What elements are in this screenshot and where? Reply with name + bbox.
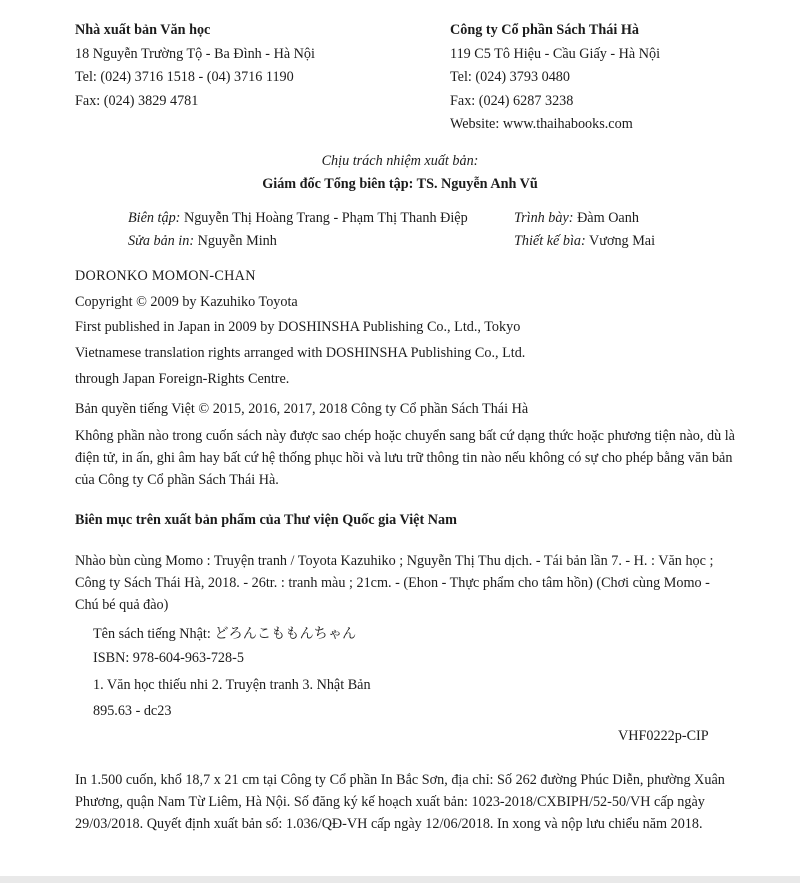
isbn: ISBN: 978-604-963-728-5 [93, 650, 244, 666]
publisher-left-fax: Fax: (024) 3829 4781 [75, 93, 199, 109]
copyright-line-3: Vietnamese translation rights arranged with DOSHINSHA Publishing Co., Ltd. [75, 345, 526, 361]
page-edge [0, 876, 800, 883]
cover-credit [514, 233, 655, 250]
classification: 895.63 - dc23 [93, 703, 172, 719]
layout-label: Trình bày: [514, 210, 574, 226]
vn-rights: Bản quyền tiếng Việt © 2015, 2016, 2017, 2018 Công ty Cổ phần Sách Thái Hà [75, 401, 529, 417]
japanese-title: Tên sách tiếng Nhật: どろんこももんちゃん [93, 626, 357, 642]
publisher-right-address: 119 C5 Tô Hiệu - Cầu Giấy - Hà Nội [450, 46, 661, 62]
subjects: 1. Văn học thiếu nhi 2. Truyện tranh 3. Nhật Bản [93, 677, 371, 693]
publisher-right-tel: Tel: (024) 3793 0480 [450, 69, 570, 85]
director-line: Giám đốc Tổng biên tập: TS. Nguyễn Anh Vũ [262, 176, 538, 192]
proof-credit [128, 233, 277, 250]
copyright-line-4: through Japan Foreign-Rights Centre. [75, 371, 290, 387]
responsibility-label: Chịu trách nhiệm xuất bản: [321, 153, 479, 169]
editor-value: Nguyễn Thị Hoàng Trang - Phạm Thị Thanh Điệp [183, 210, 468, 226]
publisher-right-fax: Fax: (024) 6287 3238 [450, 93, 574, 109]
proof-label: Sửa bản in: [128, 233, 195, 249]
publisher-left-address: 18 Nguyễn Trường Tộ - Ba Đình - Hà Nội [75, 46, 315, 62]
publisher-right-website: Website: www.thaihabooks.com [450, 116, 633, 132]
editor-credit [128, 210, 468, 227]
cover-value: Vương Mai [589, 233, 656, 249]
cover-label: Thiết kế bìa: [514, 233, 586, 249]
publisher-left-name: Nhà xuất bản Văn học [75, 22, 211, 38]
cip-code: VHF0222p-CIP [618, 728, 709, 744]
cip-description: Nhào bùn cùng Momo : Truyện tranh / Toyota Kazuhiko ; Nguyễn Thị Thu dịch. - Tái bản lần 7. - H. : Văn học ; Công ty Sách Thái Hà, 2018. - 26tr. : tranh màu ; 21cm. - (Ehon - Thực phẩm cho tâm hồn) (Chơi cùng Momo - Chú bé quả đào) [75, 553, 714, 613]
publisher-left-tel: Tel: (024) 3716 1518 - (04) 3716 1190 [75, 69, 294, 85]
copyright-line-1: Copyright © 2009 by Kazuhiko Toyota [75, 294, 298, 310]
rights-notice: Không phần nào trong cuốn sách này được sao chép hoặc chuyển sang bất cứ dạng thức hoặc phương tiện nào, dù là điện tử, in ấn, ghi âm hay bất cứ hệ thống phục hồi và lưu trữ thông tin nào nếu không có sự cho phép bằng văn bản của Công ty Cổ phần Sách Thái Hà. [75, 428, 735, 488]
layout-value: Đàm Oanh [577, 210, 639, 226]
cip-heading: Biên mục trên xuất bản phẩm của Thư viện Quốc gia Việt Nam [75, 512, 457, 528]
editor-label: Biên tập: [128, 210, 181, 226]
original-title: DORONKO MOMON-CHAN [75, 268, 256, 284]
publisher-right-name: Công ty Cổ phần Sách Thái Hà [450, 22, 639, 38]
copyright-line-2: First published in Japan in 2009 by DOSHINSHA Publishing Co., Ltd., Tokyo [75, 319, 521, 335]
layout-credit [514, 210, 639, 227]
proof-value: Nguyễn Minh [197, 233, 277, 249]
printing-info: In 1.500 cuốn, khổ 18,7 x 21 cm tại Công ty Cổ phần In Bắc Sơn, địa chỉ: Số 262 đường Phúc Diễn, phường Xuân Phương, quận Nam Từ Liêm, Hà Nội. Số đăng ký kế hoạch xuất bản: 1023-2018/CXBIPH/52-50/VH cấp ngày 29/03/2018. Quyết định xuất bản số: 1.036/QĐ-VH cấp ngày 12/06/2018. In xong và nộp lưu chiểu năm 2018. [75, 772, 725, 832]
